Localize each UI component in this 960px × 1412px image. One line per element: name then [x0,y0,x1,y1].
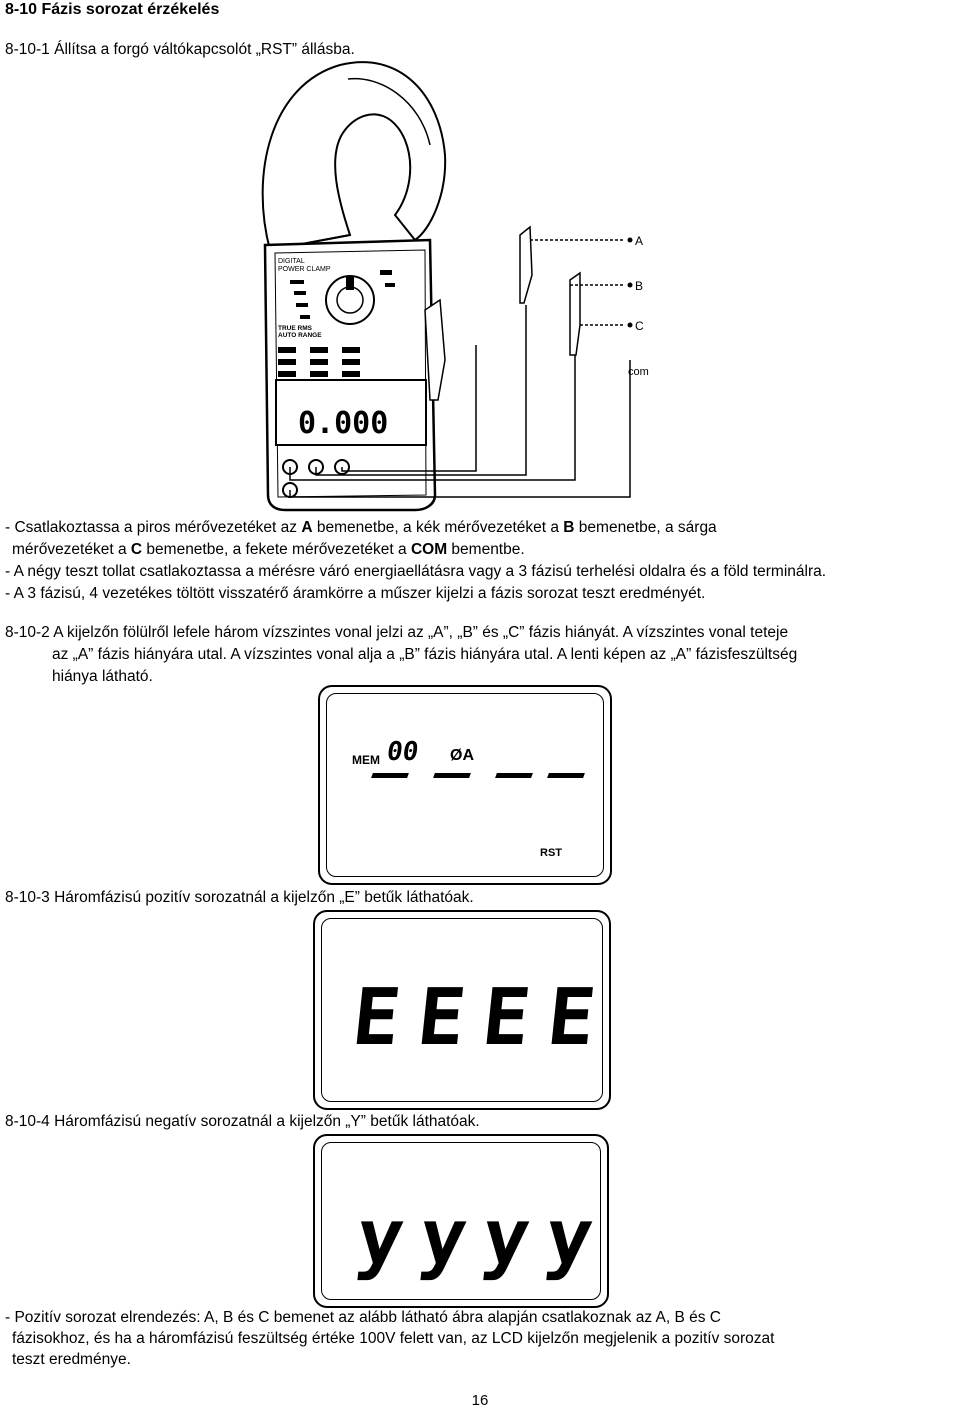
phase-label-b: B [635,279,644,293]
segment-bar-1 [371,773,409,778]
lcd-y-characters: yyyy [352,1193,614,1283]
segment-bar-4 [547,773,585,778]
section-heading: 8-10 Fázis sorozat érzékelés [5,1,220,18]
phase-label-c: C [635,319,644,333]
instruction-line-3: - A négy teszt tollat csatlakoztassa a mérésre váró energiaellátásra vagy a 3 fázisú terhelési oldalra és a föld terminálra. [5,563,827,580]
instruction-line-4: - A 3 fázisú, 4 vezetékes töltött visszatérő áramkörre a műszer kijelzi a fázis sorozat teszt eredményét. [5,585,706,602]
step-2-line-3: hiánya látható. [52,668,153,685]
mode-line-1: TRUE RMS [278,325,312,332]
lcd-phase-missing-a [318,685,612,885]
positive-sequence-line-2: fázisokhoz, és ha a háromfázisú feszültség értéke 100V felett van, az LCD kijelzőn megjelenik a pozitív sorozat [12,1330,775,1347]
step-3-text: 8-10-3 Háromfázisú pozitív sorozatnál a kijelzőn „E” betűk láthatóak. [5,889,474,906]
phase-label-a: A [635,234,644,248]
mem-digits: 00 [384,737,421,767]
step-4-text: 8-10-4 Háromfázisú negatív sorozatnál a kijelzőn „Y” betűk láthatóak. [5,1113,480,1130]
page-number: 16 [471,1392,489,1409]
brand-line-2: POWER CLAMP [278,266,331,273]
meter-lcd-value: 0.000 [298,406,389,441]
positive-sequence-line-1: - Pozitív sorozat elrendezés: A, B és C bemenet az alább látható ábra alapján csatlakoznak az A, B és C [5,1309,721,1326]
rst-indicator: RST [540,847,562,859]
mem-label: MEM [352,753,380,767]
com-label: com [628,366,649,378]
lcd-negative-sequence [313,1134,614,1308]
phase-indicator: ØA [450,747,474,764]
lcd-e-characters: EEEE [348,973,618,1063]
instruction-line-2: mérővezetéket a C bemenetbe, a fekete mérővezetéket a COM bementbe. [12,541,525,558]
step-2-line-1: 8-10-2 A kijelzőn fölülről lefele három vízszintes vonal jelzi az „A”, „B” és „C” fázis hiányát. A vízszintes vonal teteje [5,624,789,641]
mode-line-2: AUTO RANGE [278,332,322,339]
positive-sequence-line-3: teszt eredménye. [12,1351,131,1368]
brand-line-1: DIGITAL [278,258,305,265]
step-2-line-2: az „A” fázis hiányára utal. A vízszintes vonal alja a „B” fázis hiányára utal. A lenti képen az „A” fázisfeszültség [52,646,798,663]
instruction-line-1: - Csatlakoztassa a piros mérővezetéket az A bemenetbe, a kék mérővezetéket a B bemenetbe, a sárga [5,519,717,536]
lcd-positive-sequence [313,910,618,1110]
clamp-meter-illustration [230,55,670,515]
step-1-text: 8-10-1 Állítsa a forgó váltókapcsolót „RST” állásba. [5,41,355,58]
segment-bar-3 [495,773,533,778]
segment-bar-2 [433,773,471,778]
